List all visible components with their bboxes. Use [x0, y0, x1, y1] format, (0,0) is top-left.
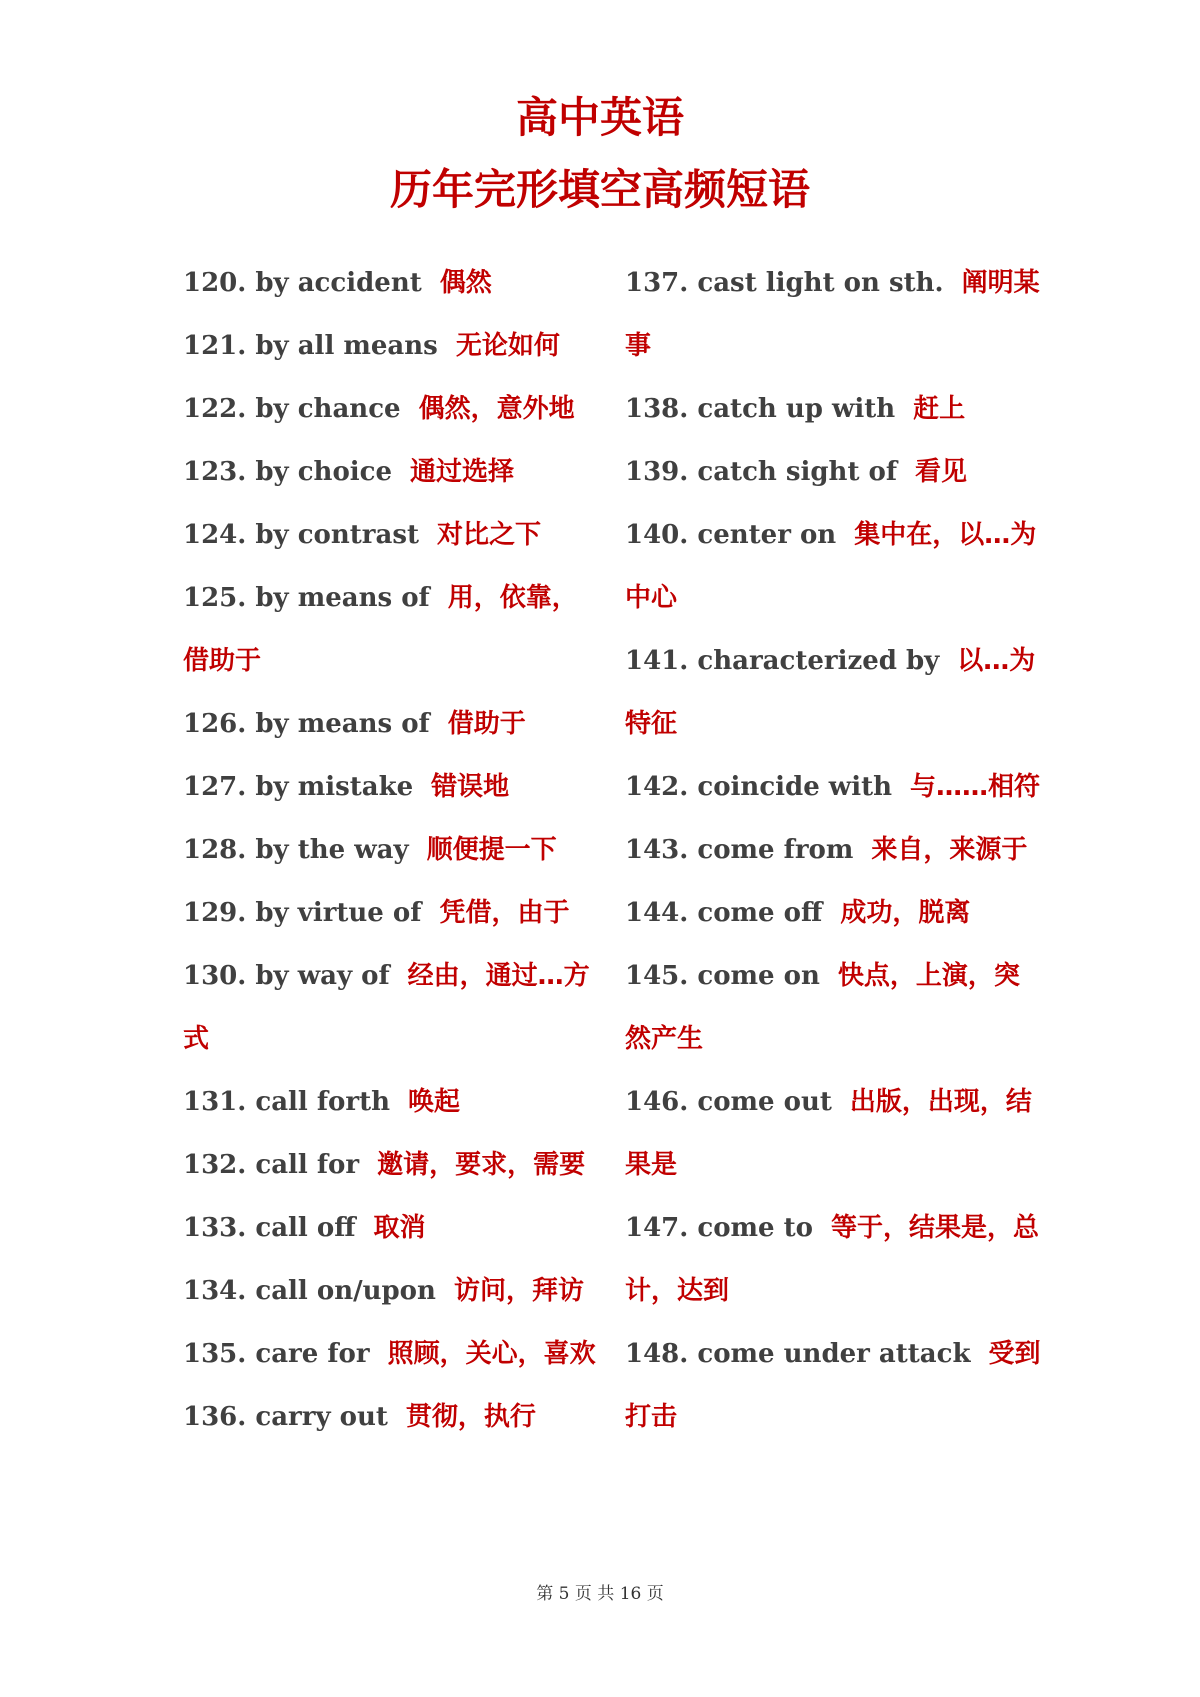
- english-phrase: 145. come on: [625, 961, 820, 991]
- english-phrase: 130. by way of: [183, 961, 390, 991]
- chinese-meaning: 顺便提一下: [426, 835, 557, 865]
- phrase-entry: [625, 441, 1045, 504]
- chinese-meaning: 借助于: [447, 709, 526, 739]
- phrase-entry: [183, 1260, 603, 1323]
- phrase-entry: [183, 1197, 603, 1260]
- chinese-meaning: 对比之下: [437, 520, 542, 550]
- english-phrase: 123. by choice: [183, 457, 393, 487]
- phrase-entry: [625, 945, 1045, 1071]
- phrase-entry: [183, 504, 603, 567]
- english-phrase: 144. come off: [625, 898, 823, 928]
- phrase-entry: [625, 882, 1045, 945]
- english-phrase: 132. call for: [183, 1150, 360, 1180]
- chinese-meaning: 照顾，关心，喜欢: [387, 1339, 596, 1369]
- english-phrase: 136. carry out: [183, 1402, 388, 1432]
- chinese-meaning: 无论如何: [455, 331, 560, 361]
- english-phrase: 124. by contrast: [183, 520, 419, 550]
- english-phrase: 128. by the way: [183, 835, 409, 865]
- english-phrase: 140. center on: [625, 520, 837, 550]
- chinese-meaning: 错误地: [431, 772, 510, 802]
- chinese-meaning: 集中在，以…为中心: [625, 520, 1037, 613]
- phrase-entry: [625, 1323, 1045, 1449]
- english-phrase: 135. care for: [183, 1339, 370, 1369]
- chinese-meaning: 等于，结果是，总计，达到: [625, 1213, 1040, 1306]
- english-phrase: 143. come from: [625, 835, 854, 865]
- phrase-entry: [183, 1386, 603, 1449]
- phrase-entry: [183, 252, 603, 315]
- english-phrase: 125. by means of: [183, 583, 430, 613]
- page-subtitle: 历年完形填空高频短语: [389, 165, 810, 214]
- english-phrase: 126. by means of: [183, 709, 430, 739]
- english-phrase: 131. call forth: [183, 1087, 390, 1117]
- chinese-meaning: 以…为特征: [625, 646, 1036, 739]
- phrase-entry: [183, 819, 603, 882]
- phrase-entry: [183, 693, 603, 756]
- phrase-entry: [625, 756, 1045, 819]
- chinese-meaning: 与……相符: [909, 772, 1040, 802]
- chinese-meaning: 通过选择: [410, 457, 515, 487]
- english-phrase: 146. come out: [625, 1087, 832, 1117]
- chinese-meaning: 访问，拜访: [453, 1276, 584, 1306]
- phrase-entry: [183, 1323, 603, 1386]
- english-phrase: 122. by chance: [183, 394, 401, 424]
- phrase-entry: [183, 756, 603, 819]
- phrase-entry: [183, 441, 603, 504]
- chinese-meaning: 凭借，由于: [439, 898, 570, 928]
- chinese-meaning: 快点，上演，突然产生: [625, 961, 1020, 1054]
- english-phrase: 127. by mistake: [183, 772, 414, 802]
- english-phrase: 133. call off: [183, 1213, 356, 1243]
- phrase-entry: [183, 378, 603, 441]
- phrase-list-right: [625, 252, 1045, 1449]
- english-phrase: 137. cast light on sth.: [625, 268, 944, 298]
- english-phrase: 120. by accident: [183, 268, 422, 298]
- phrase-entry: [625, 252, 1045, 378]
- chinese-meaning: 贯彻，执行: [405, 1402, 536, 1432]
- phrase-entry: [183, 1071, 603, 1134]
- english-phrase: 148. come under attack: [625, 1339, 971, 1369]
- english-phrase: 147. come to: [625, 1213, 814, 1243]
- chinese-meaning: 唤起: [408, 1087, 461, 1117]
- english-phrase: 141. characterized by: [625, 646, 940, 676]
- phrase-entry: [625, 630, 1045, 756]
- chinese-meaning: 偶然: [439, 268, 492, 298]
- chinese-meaning: 出版，出现，结果是: [625, 1087, 1032, 1180]
- phrase-entry: [183, 1134, 603, 1197]
- english-phrase: 134. call on/upon: [183, 1276, 436, 1306]
- phrase-entry: [625, 378, 1045, 441]
- phrase-entry: [625, 1197, 1045, 1323]
- chinese-meaning: 看见: [915, 457, 968, 487]
- chinese-meaning: 阐明某事: [625, 268, 1040, 361]
- page-number: 第 5 页 共 16 页: [536, 1584, 664, 1604]
- english-phrase: 129. by virtue of: [183, 898, 422, 928]
- chinese-meaning: 邀请，要求，需要: [377, 1150, 586, 1180]
- phrase-entry: [625, 1071, 1045, 1197]
- page-title: 高中英语: [515, 93, 684, 142]
- phrase-entry: [183, 567, 603, 693]
- english-phrase: 142. coincide with: [625, 772, 892, 802]
- chinese-meaning: 赶上: [913, 394, 966, 424]
- phrase-entry: [183, 945, 603, 1071]
- phrase-entry: [183, 315, 603, 378]
- chinese-meaning: 取消: [373, 1213, 426, 1243]
- english-phrase: 139. catch sight of: [625, 457, 898, 487]
- english-phrase: 121. by all means: [183, 331, 438, 361]
- chinese-meaning: 成功，脱离: [840, 898, 971, 928]
- chinese-meaning: 受到打击: [625, 1339, 1041, 1432]
- english-phrase: 138. catch up with: [625, 394, 896, 424]
- chinese-meaning: 经由，通过…方式: [183, 961, 590, 1054]
- phrase-list-left: [183, 252, 603, 1449]
- phrase-entry: [625, 819, 1045, 882]
- chinese-meaning: 用，依靠，借助于: [183, 583, 578, 676]
- chinese-meaning: 来自，来源于: [871, 835, 1028, 865]
- chinese-meaning: 偶然，意外地: [418, 394, 575, 424]
- phrase-entry: [183, 882, 603, 945]
- phrase-entry: [625, 504, 1045, 630]
